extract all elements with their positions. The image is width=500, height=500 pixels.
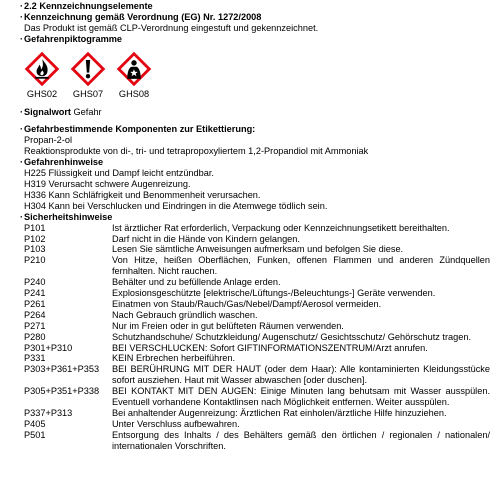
precaution-code: P101 bbox=[24, 222, 46, 233]
precaution-code: P264 bbox=[24, 309, 46, 320]
precaution-code: P331 bbox=[24, 353, 46, 364]
hazard-statement: H319 Verursacht schwere Augenreizung. bbox=[24, 178, 191, 189]
precaution-text: BEI KONTAKT MIT DEN AUGEN: Einige Minuten lang behutsam mit Wasser ausspülen. Eventuell vorhandene Kontaktlinsen nach Möglichkeit entfernen. Weiter ausspülen. bbox=[112, 386, 490, 408]
precaution-text: Darf nicht in die Hände von Kindern gelangen. bbox=[112, 233, 300, 244]
hazard-statement: H336 Kann Schläfrigkeit und Benommenheit verursachen. bbox=[24, 189, 261, 200]
precaution-text: Nur im Freien oder in gut belüfteten Räumen verwenden. bbox=[112, 320, 344, 331]
pictogram-code: GHS02 bbox=[26, 88, 58, 99]
precaution-text: Unter Verschluss aufbewahren. bbox=[112, 418, 240, 429]
precaution-text: Bei anhaltender Augenreizung: Ärztlichen Rat einholen/ärztliche Hilfe hinzuziehen. bbox=[112, 408, 447, 418]
precaution-text: Von Hitze, heißen Oberflächen, Funken, offenen Flammen und anderen Zündquellen fernhalten. Nicht rauchen. bbox=[112, 255, 490, 277]
precaution-row bbox=[24, 386, 490, 408]
precaution-row bbox=[24, 244, 490, 255]
precaution-text: Schutzhandschuhe/ Schutzkleidung/ Augenschutz/ Gesichtsschutz/ Gehörschutz tragen. bbox=[112, 331, 472, 342]
precaution-code: P240 bbox=[24, 277, 46, 288]
precaution-row bbox=[24, 353, 490, 364]
label-elements-section bbox=[24, 1, 490, 452]
pictograms-heading: · Gefahrenpiktogramme bbox=[24, 34, 490, 45]
precaution-code: P241 bbox=[24, 288, 46, 299]
precaution-code: P301+P310 bbox=[24, 342, 73, 353]
precaution-text: BEI BERÜHRUNG MIT DER HAUT (oder dem Haar): Alle kontaminierten Kleidungsstücke sofort ausziehen. Haut mit Wasser abwaschen [oder duschen]. bbox=[112, 364, 490, 386]
precaution-row bbox=[24, 430, 490, 452]
precaution-code: P405 bbox=[24, 418, 46, 429]
precaution-code: P271 bbox=[24, 320, 46, 331]
precaution-row bbox=[24, 223, 490, 234]
pictogram-code: GHS07 bbox=[72, 88, 104, 99]
component-item: Reaktionsprodukte von di-, tri- und tetrapropoxyliertem 1,2-Propandiol mit Ammoniak bbox=[24, 146, 369, 157]
precaution-code: P303+P361+P353 bbox=[24, 364, 100, 375]
precaution-row bbox=[24, 310, 490, 321]
precaution-code: P337+P313 bbox=[24, 408, 73, 418]
regulation-heading: · Kennzeichnung gemäß Verordnung (EG) Nr. 1272/2008 bbox=[24, 12, 490, 23]
pictogram-ghs02 bbox=[24, 51, 60, 100]
pictogram-code: GHS08 bbox=[118, 88, 150, 99]
precaution-code: P261 bbox=[24, 298, 46, 309]
precaution-text: Behälter und zu befüllende Anlage erden. bbox=[112, 277, 281, 288]
precaution-text: Nach Gebrauch gründlich waschen. bbox=[112, 309, 258, 320]
precaution-text: Lesen Sie sämtliche Anweisungen aufmerksam und befolgen Sie diese. bbox=[112, 244, 404, 255]
precaution-row bbox=[24, 234, 490, 245]
precaution-code: P102 bbox=[24, 233, 46, 244]
signal-word bbox=[24, 107, 490, 118]
precaution-text: Einatmen von Staub/Rauch/Gas/Nebel/Dampf/Aerosol vermeiden. bbox=[112, 298, 382, 309]
precaution-row bbox=[24, 343, 490, 354]
precaution-row bbox=[24, 408, 490, 419]
precaution-text: Entsorgung des Inhalts / des Behälters gemäß den örtlichen / regionalen / nationalen/ internationalen Vorschriften. bbox=[112, 429, 490, 451]
precaution-row bbox=[24, 321, 490, 332]
precaution-row bbox=[24, 419, 490, 430]
components-heading: · Gefahrbestimmende Komponenten zur Etikettierung: bbox=[24, 124, 490, 135]
precaution-code: P210 bbox=[24, 255, 46, 266]
precaution-code: P305+P351+P338 bbox=[24, 386, 100, 397]
signal-word-label: · Signalwort bbox=[24, 107, 71, 117]
pictogram-row bbox=[24, 51, 490, 100]
precaution-code: P103 bbox=[24, 244, 46, 255]
pictogram-ghs08 bbox=[116, 51, 152, 100]
component-item: Propan-2-ol bbox=[24, 135, 73, 146]
precaution-row bbox=[24, 255, 490, 277]
precaution-row bbox=[24, 299, 490, 310]
precaution-text: Ist ärztlicher Rat erforderlich, Verpackung oder Kennzeichnungsetikett bereithalten. bbox=[112, 222, 450, 233]
precaution-text: BEI VERSCHLUCKEN: Sofort GIFTINFORMATIONSZENTRUM/Arzt anrufen. bbox=[112, 342, 428, 353]
precaution-row bbox=[24, 288, 490, 299]
flame-icon bbox=[24, 51, 60, 87]
regulation-text: Das Produkt ist gemäß CLP-Verordnung eingestuft und gekennzeichnet. bbox=[24, 22, 319, 33]
pictogram-ghs07 bbox=[70, 51, 106, 100]
signal-word-value: Gefahr bbox=[73, 106, 102, 117]
hazard-statement: H225 Flüssigkeit und Dampf leicht entzündbar. bbox=[24, 168, 214, 179]
section-title: · 2.2 Kennzeichnungselemente bbox=[24, 1, 490, 12]
hazard-statement: H304 Kann bei Verschlucken und Eindringen in die Atemwege tödlich sein. bbox=[24, 200, 328, 211]
exclamation-mark-icon bbox=[70, 51, 106, 87]
precaution-row bbox=[24, 364, 490, 386]
precaution-text: Explosionsgeschützte [elektrische/Lüftungs-/Beleuchtungs-] Geräte verwenden. bbox=[112, 288, 436, 299]
precaution-code: P280 bbox=[24, 331, 46, 342]
health-hazard-icon bbox=[116, 51, 152, 87]
hazard-heading: · Gefahrenhinweise bbox=[24, 157, 490, 168]
precaution-row bbox=[24, 277, 490, 288]
precaution-heading: · Sicherheitshinweise bbox=[24, 212, 490, 223]
precaution-row bbox=[24, 332, 490, 343]
precaution-text: KEIN Erbrechen herbeiführen. bbox=[112, 353, 236, 364]
precaution-code: P501 bbox=[24, 429, 46, 440]
